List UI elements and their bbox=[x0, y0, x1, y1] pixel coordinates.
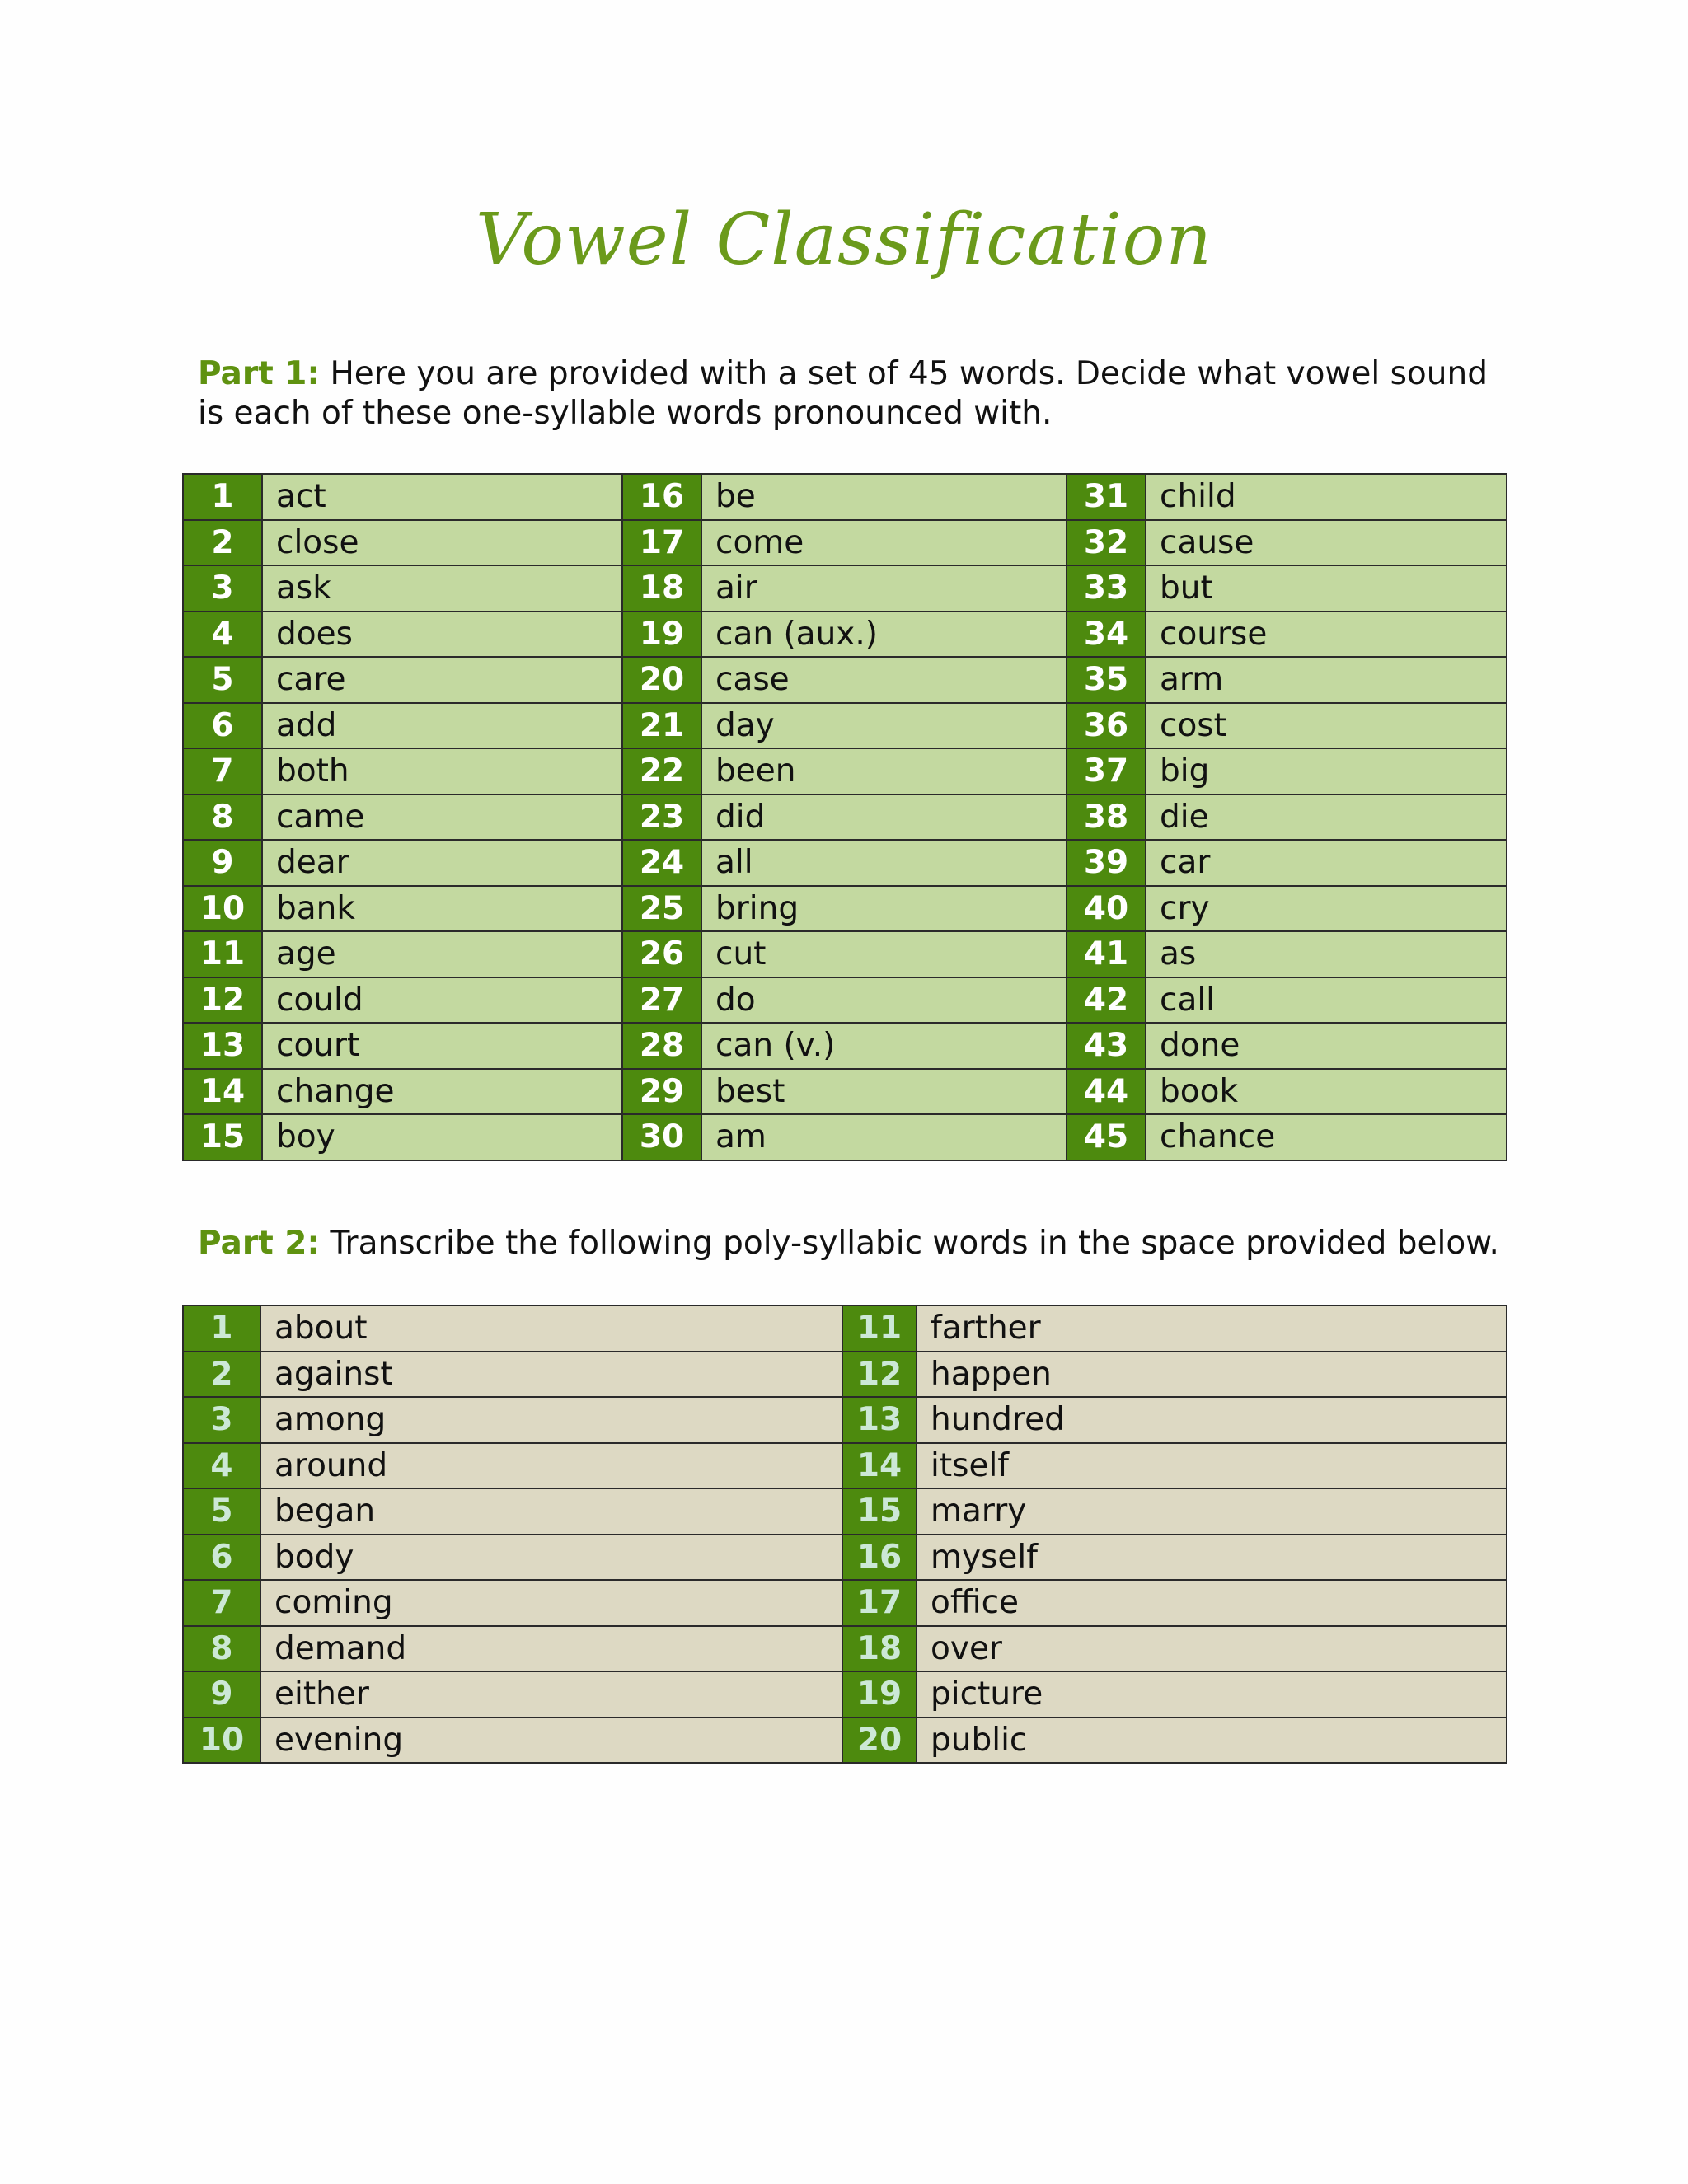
item-word: be bbox=[701, 474, 1067, 520]
item-number: 35 bbox=[1067, 657, 1146, 703]
item-number: 14 bbox=[183, 1069, 262, 1115]
table-row bbox=[183, 748, 1507, 794]
item-word: against bbox=[260, 1352, 842, 1398]
item-number: 36 bbox=[1067, 703, 1146, 749]
item-word: do bbox=[701, 977, 1067, 1024]
item-number: 38 bbox=[1067, 794, 1146, 841]
table-row bbox=[183, 565, 1507, 612]
item-number: 43 bbox=[1067, 1023, 1146, 1069]
item-word: demand bbox=[260, 1626, 842, 1672]
item-number: 18 bbox=[842, 1626, 917, 1672]
item-word: could bbox=[262, 977, 622, 1024]
item-number: 19 bbox=[842, 1671, 917, 1718]
item-number: 4 bbox=[183, 1443, 260, 1489]
item-word: book bbox=[1146, 1069, 1507, 1115]
item-number: 42 bbox=[1067, 977, 1146, 1024]
item-number: 5 bbox=[183, 657, 262, 703]
item-word: call bbox=[1146, 977, 1507, 1024]
item-number: 18 bbox=[622, 565, 701, 612]
item-number: 12 bbox=[842, 1352, 917, 1398]
table-row bbox=[183, 1443, 1507, 1489]
item-word: about bbox=[260, 1305, 842, 1352]
item-word: add bbox=[262, 703, 622, 749]
item-word: court bbox=[262, 1023, 622, 1069]
item-number: 34 bbox=[1067, 612, 1146, 658]
item-word: boy bbox=[262, 1114, 622, 1160]
item-number: 16 bbox=[842, 1535, 917, 1581]
part2-instructions bbox=[198, 1224, 1508, 1263]
item-number: 1 bbox=[183, 474, 262, 520]
item-number: 6 bbox=[183, 703, 262, 749]
item-number: 21 bbox=[622, 703, 701, 749]
item-number: 19 bbox=[622, 612, 701, 658]
item-number: 32 bbox=[1067, 520, 1146, 566]
item-word: child bbox=[1146, 474, 1507, 520]
item-number: 10 bbox=[183, 1718, 260, 1764]
table-row bbox=[183, 1305, 1507, 1352]
item-number: 27 bbox=[622, 977, 701, 1024]
table-row bbox=[183, 931, 1507, 977]
item-word: does bbox=[262, 612, 622, 658]
table-row bbox=[183, 840, 1507, 886]
item-word: did bbox=[701, 794, 1067, 841]
item-number: 6 bbox=[183, 1535, 260, 1581]
item-word: marry bbox=[917, 1488, 1507, 1535]
table-row bbox=[183, 520, 1507, 566]
item-word: farther bbox=[917, 1305, 1507, 1352]
item-number: 31 bbox=[1067, 474, 1146, 520]
item-word: ask bbox=[262, 565, 622, 612]
item-number: 22 bbox=[622, 748, 701, 794]
item-word: body bbox=[260, 1535, 842, 1581]
item-word: close bbox=[262, 520, 622, 566]
item-number: 1 bbox=[183, 1305, 260, 1352]
item-number: 14 bbox=[842, 1443, 917, 1489]
table-row bbox=[183, 612, 1507, 658]
item-word: came bbox=[262, 794, 622, 841]
item-word: air bbox=[701, 565, 1067, 612]
item-word: been bbox=[701, 748, 1067, 794]
item-number: 7 bbox=[183, 1580, 260, 1626]
item-number: 4 bbox=[183, 612, 262, 658]
table-row bbox=[183, 1397, 1507, 1443]
table-row bbox=[183, 703, 1507, 749]
item-number: 37 bbox=[1067, 748, 1146, 794]
page-title: Vowel Classification bbox=[476, 199, 1212, 281]
item-number: 20 bbox=[842, 1718, 917, 1764]
item-word: but bbox=[1146, 565, 1507, 612]
item-word: over bbox=[917, 1626, 1507, 1672]
item-word: die bbox=[1146, 794, 1507, 841]
table-row bbox=[183, 1535, 1507, 1581]
item-number: 17 bbox=[842, 1580, 917, 1626]
item-word: can (aux.) bbox=[701, 612, 1067, 658]
item-number: 20 bbox=[622, 657, 701, 703]
item-number: 30 bbox=[622, 1114, 701, 1160]
table-row bbox=[183, 1488, 1507, 1535]
item-number: 2 bbox=[183, 520, 262, 566]
item-word: coming bbox=[260, 1580, 842, 1626]
item-number: 15 bbox=[183, 1114, 262, 1160]
item-word: cry bbox=[1146, 886, 1507, 932]
item-number: 24 bbox=[622, 840, 701, 886]
item-number: 5 bbox=[183, 1488, 260, 1535]
item-word: either bbox=[260, 1671, 842, 1718]
item-number: 13 bbox=[842, 1397, 917, 1443]
item-word: among bbox=[260, 1397, 842, 1443]
item-word: dear bbox=[262, 840, 622, 886]
table-row bbox=[183, 1352, 1507, 1398]
item-number: 40 bbox=[1067, 886, 1146, 932]
table-row bbox=[183, 1626, 1507, 1672]
item-number: 16 bbox=[622, 474, 701, 520]
item-number: 39 bbox=[1067, 840, 1146, 886]
table-row bbox=[183, 1718, 1507, 1764]
item-word: hundred bbox=[917, 1397, 1507, 1443]
item-number: 29 bbox=[622, 1069, 701, 1115]
part1-instructions bbox=[198, 354, 1508, 434]
table-row bbox=[183, 886, 1507, 932]
table-row bbox=[183, 1671, 1507, 1718]
item-word: evening bbox=[260, 1718, 842, 1764]
part2-word-table bbox=[182, 1305, 1507, 1764]
item-word: case bbox=[701, 657, 1067, 703]
item-word: act bbox=[262, 474, 622, 520]
item-number: 26 bbox=[622, 931, 701, 977]
item-word: done bbox=[1146, 1023, 1507, 1069]
item-word: myself bbox=[917, 1535, 1507, 1581]
table-row bbox=[183, 1114, 1507, 1160]
item-word: day bbox=[701, 703, 1067, 749]
item-word: course bbox=[1146, 612, 1507, 658]
item-number: 9 bbox=[183, 840, 262, 886]
item-number: 12 bbox=[183, 977, 262, 1024]
part2-text: Transcribe the following poly-syllabic words in the space provided below. bbox=[330, 1225, 1499, 1262]
item-word: am bbox=[701, 1114, 1067, 1160]
item-number: 15 bbox=[842, 1488, 917, 1535]
item-number: 2 bbox=[183, 1352, 260, 1398]
item-number: 7 bbox=[183, 748, 262, 794]
item-word: best bbox=[701, 1069, 1067, 1115]
item-word: as bbox=[1146, 931, 1507, 977]
table-row bbox=[183, 1023, 1507, 1069]
table-row bbox=[183, 657, 1507, 703]
item-word: change bbox=[262, 1069, 622, 1115]
item-word: picture bbox=[917, 1671, 1507, 1718]
item-number: 33 bbox=[1067, 565, 1146, 612]
item-word: office bbox=[917, 1580, 1507, 1626]
part1-word-table bbox=[182, 473, 1507, 1161]
table-row bbox=[183, 474, 1507, 520]
part1-text: Here you are provided with a set of 45 words. Decide what vowel sound is each of these one-syllable words pronounced with. bbox=[198, 355, 1488, 432]
item-word: cost bbox=[1146, 703, 1507, 749]
item-word: public bbox=[917, 1718, 1507, 1764]
item-word: chance bbox=[1146, 1114, 1507, 1160]
item-number: 23 bbox=[622, 794, 701, 841]
item-word: happen bbox=[917, 1352, 1507, 1398]
item-number: 11 bbox=[842, 1305, 917, 1352]
item-number: 45 bbox=[1067, 1114, 1146, 1160]
table-row bbox=[183, 977, 1507, 1024]
item-word: all bbox=[701, 840, 1067, 886]
item-number: 10 bbox=[183, 886, 262, 932]
item-number: 17 bbox=[622, 520, 701, 566]
item-word: bring bbox=[701, 886, 1067, 932]
item-word: can (v.) bbox=[701, 1023, 1067, 1069]
item-number: 41 bbox=[1067, 931, 1146, 977]
item-word: care bbox=[262, 657, 622, 703]
item-word: car bbox=[1146, 840, 1507, 886]
item-word: began bbox=[260, 1488, 842, 1535]
item-number: 25 bbox=[622, 886, 701, 932]
item-number: 28 bbox=[622, 1023, 701, 1069]
table-row bbox=[183, 794, 1507, 841]
part1-label: Part 1: bbox=[198, 355, 321, 392]
item-word: come bbox=[701, 520, 1067, 566]
item-number: 3 bbox=[183, 565, 262, 612]
part2-label: Part 2: bbox=[198, 1225, 321, 1262]
item-word: around bbox=[260, 1443, 842, 1489]
item-number: 9 bbox=[183, 1671, 260, 1718]
item-number: 8 bbox=[183, 794, 262, 841]
item-word: arm bbox=[1146, 657, 1507, 703]
item-word: big bbox=[1146, 748, 1507, 794]
item-word: bank bbox=[262, 886, 622, 932]
item-number: 44 bbox=[1067, 1069, 1146, 1115]
item-word: cut bbox=[701, 931, 1067, 977]
item-number: 11 bbox=[183, 931, 262, 977]
table-row bbox=[183, 1580, 1507, 1626]
item-word: itself bbox=[917, 1443, 1507, 1489]
item-word: age bbox=[262, 931, 622, 977]
item-word: cause bbox=[1146, 520, 1507, 566]
item-word: both bbox=[262, 748, 622, 794]
item-number: 13 bbox=[183, 1023, 262, 1069]
table-row bbox=[183, 1069, 1507, 1115]
item-number: 3 bbox=[183, 1397, 260, 1443]
item-number: 8 bbox=[183, 1626, 260, 1672]
